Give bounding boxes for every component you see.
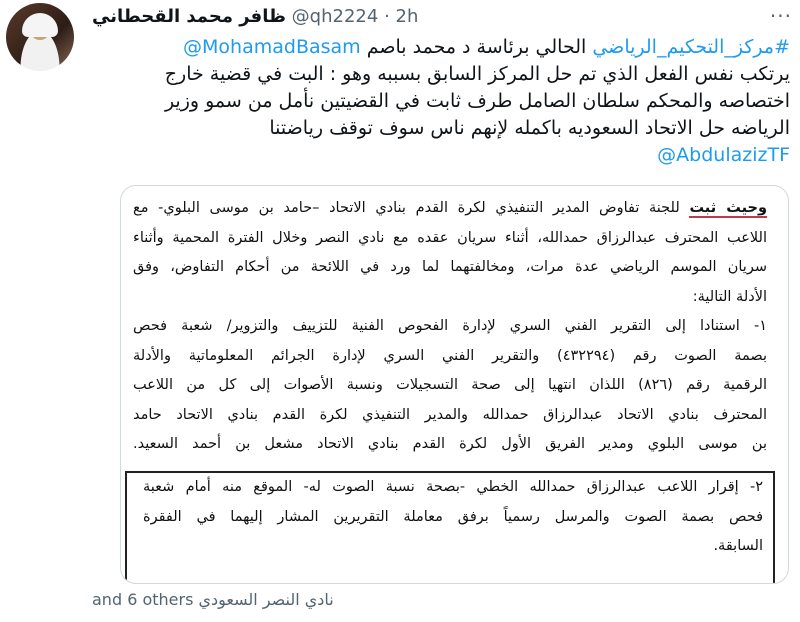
doc-line: الأدلة التالية:	[692, 288, 767, 305]
doc-line: ١- استنادا إلى التقرير الفني السري لإدارة الفحوص الفنية للتزييف والتزوير/ شعبة فحص	[133, 318, 767, 334]
doc-line: بصمة الصوت رقم (٤٣٢٢٩٤) والتقرير الفني السري لإدارة الجرائم المعلوماتية والأدلة	[133, 347, 767, 364]
doc-line: سريان الموسم الرياضي عدة مرات، ومخالفتهما لما ورد في اللائحة من أحكام التفاوض، وفق	[133, 259, 767, 275]
author-handle[interactable]: @qh2224	[291, 6, 379, 27]
tweet-line-4: الرياضه حل الاتحاد السعوديه باكمله لإنهم ناس سوف توقف رياضتنا	[269, 117, 790, 139]
doc-line: الرقمية رقم (٨٢٦) اللذان انتهيا إلى صحة التسجيلات ونسبة الأصوات إلى كل من اللاعب	[133, 377, 767, 393]
tweet-line-1	[100, 34, 790, 61]
doc-line: بن موسى البلوي ومدير الفريق الأول لكرة القدم بنادي الاتحاد مشعل بن أحمد السعيد.	[133, 436, 767, 452]
author-line	[92, 6, 418, 27]
doc-line: المحترف بنادي الاتحاد عبدالرزاق حمدالله والمدير التنفيذي لكرة القدم بنادي الاتحاد حامد	[133, 406, 767, 423]
author-avatar[interactable]	[6, 3, 74, 71]
tweet-line-2: يرتكب نفس الفعل الذي تم حل المركز السابق بسببه وهو : البت في قضية خارج	[164, 63, 790, 85]
tagged-others[interactable]: and 6 others	[92, 590, 194, 609]
tweet-line-3: اختصاصه والمحكم سلطان الصامل طرف ثابت في القضيتين نأمل من سمو وزير	[164, 90, 790, 112]
meta-separator: ·	[384, 6, 390, 27]
boxed-line: فحص بصمة الصوت والمرسل رسمياً برفق معاملة التقريرين المشار إليهما في الفقرة	[143, 508, 763, 525]
mention-link-2[interactable]: @AbdulazizTF	[657, 144, 790, 166]
author-display-name[interactable]: ظافر محمد القحطاني	[92, 6, 286, 27]
tweet-image[interactable]	[120, 185, 789, 584]
tweet-text-segment: الحالي برئاسة د محمد باصم	[360, 36, 593, 58]
mention-link[interactable]: @MohamadBasam	[183, 36, 361, 58]
tweet-time[interactable]: 2h	[395, 6, 419, 27]
highlight-box	[125, 471, 775, 584]
doc-line-text: للجنة تفاوض المدير التنفيذي لكرة القدم بنادي الاتحاد –حامد بن موسى البلوي- مع	[133, 200, 690, 216]
tweet-header	[92, 6, 792, 32]
hashtag-link[interactable]: #مركز_التحكيم_الرياضي	[592, 36, 790, 58]
document-text	[133, 194, 767, 554]
tagged-users[interactable]	[92, 590, 334, 609]
avatar-headwear	[22, 13, 58, 37]
boxed-line: السابقة.	[713, 538, 763, 554]
doc-line	[133, 194, 767, 224]
more-options-icon[interactable]: ···	[769, 4, 792, 28]
tweet-text	[100, 34, 790, 169]
doc-line: اللاعب المحترف عبدالرزاق حمدالله، أثناء سريان عقده مع نادي النصر وخلال الفترة المحمية وأثناء	[133, 229, 767, 246]
boxed-line: ٢- إقرار اللاعب عبدالرزاق حمدالله الخطي -بصحة نسبة الصوت له- الموقع منه أمام شعبة	[143, 479, 763, 495]
tagged-account[interactable]: نادي النصر السعودي	[198, 590, 334, 609]
doc-lead: وحيث ثبت	[689, 200, 767, 216]
